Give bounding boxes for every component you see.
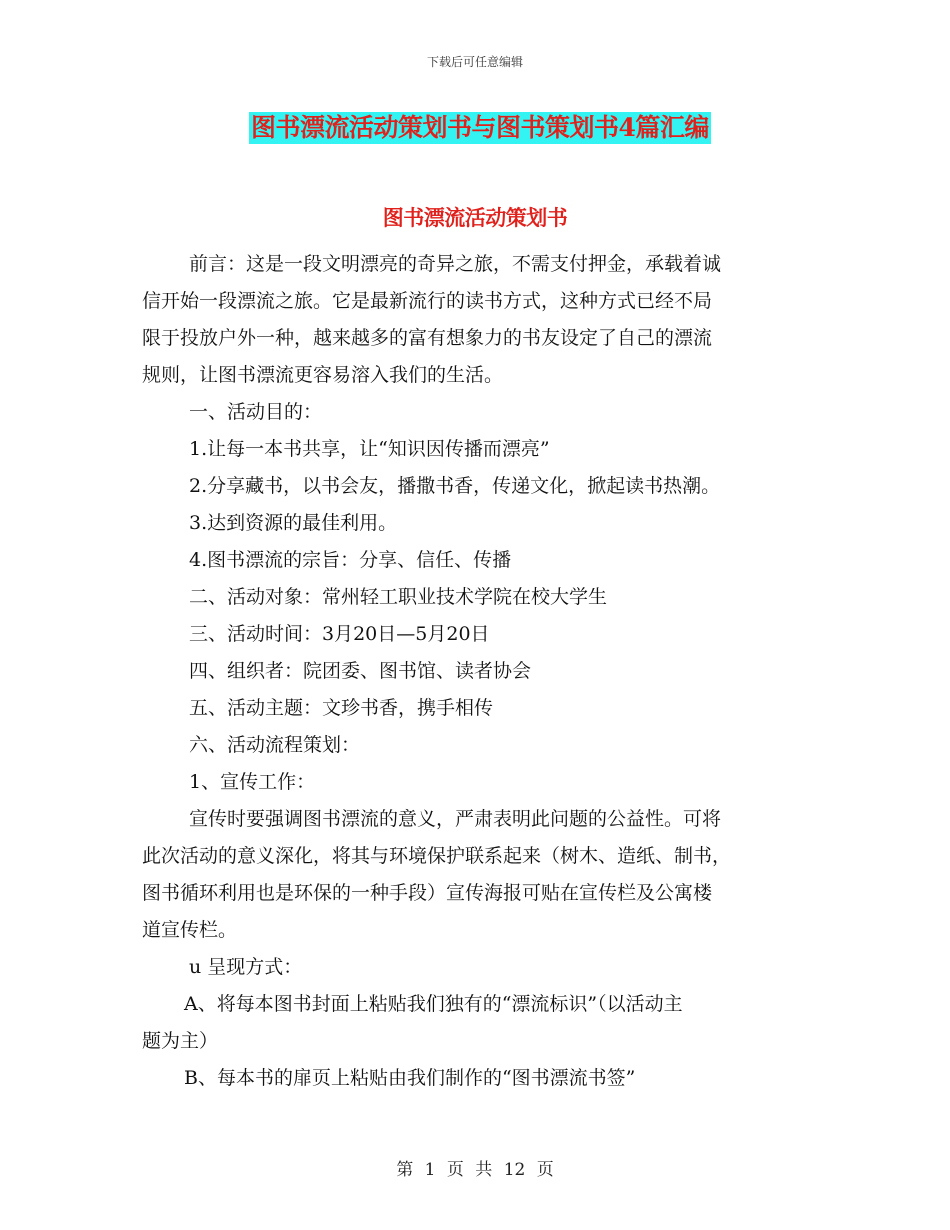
paragraph: 2.分享藏书，以书会友，播撒书香，传递文化，掀起读书热潮。 [189, 475, 721, 497]
paragraph: 六、活动流程策划： [189, 734, 361, 756]
document-title: 图书漂流活动策划书与图书策划书4篇汇编 [251, 113, 709, 142]
document-body [142, 246, 802, 1097]
header-note: 下载后可任意编辑 [426, 55, 523, 69]
paragraph: 五、活动主题：文珍书香，携手相传 [189, 697, 494, 719]
paragraph: 限于投放户外一种，越来越多的富有想象力的书友设定了自己的漂流 [142, 327, 713, 349]
paragraph: 3.达到资源的最佳利用。 [189, 512, 398, 534]
paragraph: 规则，让图书漂流更容易溶入我们的生活。 [142, 364, 504, 386]
paragraph: 信开始一段漂流之旅。它是最新流行的读书方式，这种方式已经不局 [142, 290, 713, 312]
paragraph: 二、活动对象：常州轻工职业技术学院在校大学生 [189, 586, 608, 608]
paragraph: B、每本书的扉页上粘贴由我们制作的“图书漂流书签” [184, 1067, 636, 1089]
paragraph: A、将每本图书封面上粘贴我们独有的“漂流标识”（以活动主 [184, 993, 683, 1015]
paragraph: u 呈现方式： [189, 956, 303, 978]
paragraph: 图书循环利用也是环保的一种手段）宣传海报可贴在宣传栏及公寓楼 [142, 882, 713, 904]
page-footer: 第 1 页 共 12 页 [396, 1160, 554, 1180]
paragraph: 此次活动的意义深化，将其与环境保护联系起来（树木、造纸、制书， [142, 845, 732, 867]
paragraph: 前言：这是一段文明漂亮的奇异之旅，不需支付押金，承载着诚 [189, 253, 722, 275]
paragraph: 1、宣传工作： [189, 771, 316, 793]
paragraph: 1.让每一本书共享，让“知识因传播而漂亮” [189, 438, 550, 460]
paragraph: 三、活动时间：3月20日—5月20日 [189, 623, 490, 645]
paragraph: 道宣传栏。 [142, 919, 238, 941]
paragraph: 宣传时要强调图书漂流的意义，严肃表明此问题的公益性。可将 [189, 808, 722, 830]
section-title: 图书漂流活动策划书 [382, 205, 568, 230]
paragraph: 四、组织者：院团委、图书馆、读者协会 [189, 660, 532, 682]
paragraph: 题为主） [142, 1030, 219, 1052]
paragraph: 4.图书漂流的宗旨：分享、信任、传播 [189, 549, 512, 571]
paragraph: 一、活动目的： [189, 401, 323, 423]
